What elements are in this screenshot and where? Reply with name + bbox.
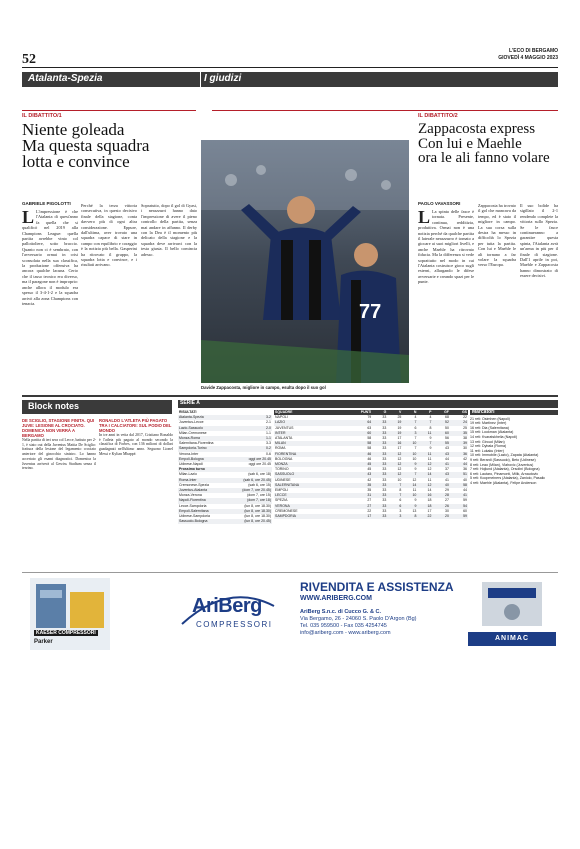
standings-cell: VERONA (274, 504, 340, 509)
result-cell: Lazio-Sassuolo (178, 426, 229, 431)
standings-cell: 6 (414, 425, 417, 430)
drop-cap: L (22, 209, 35, 227)
standings-cell: 14 (417, 472, 432, 477)
standings-cell: 33 (372, 431, 387, 436)
machine-icon (468, 578, 556, 630)
standings-cell: 20 (432, 514, 450, 519)
standings-cell: 22 (367, 508, 372, 513)
standings-cell: 60 (340, 431, 372, 436)
result-cell: 0-2 (229, 446, 272, 451)
standings-cell: 10 (412, 456, 417, 461)
photo-caption: Davide Zappacosta, migliore in campo, esulta dopo il suo gol (201, 385, 326, 390)
scorer-line: 9 reti: Berardi (Sassuolo), Beto (Udinese) (470, 457, 536, 462)
fixture-cell: Milan-Lazio (179, 472, 197, 477)
scorer-line: 7 reti: Hojlund (Atalanta), Orsolini (Bologna) (470, 467, 540, 472)
standings-cell: TORINO (275, 467, 289, 472)
standings-row (274, 514, 468, 519)
standings-cell: 44 (445, 456, 449, 461)
standings-cell: 27 (445, 498, 449, 503)
standings-cell: MILAN (274, 441, 340, 446)
standings-cell: 7 (414, 436, 417, 441)
results-table (178, 410, 272, 524)
article-right-col1-text: La spinta delle fasce è tornata. Presente, continua, redditizia, produttiva. Ormai non è una notizia perché da qualche partita il laterale nerazzurro è tornato a giocare ai suoi migliori livelli, e anche Maehle ha ritrovato fiducia. Ma la differenza si vede soprattutto nel modo in cui l'Atalanta costruisce gioco sugli esterni, allargando le difese avversarie e creando spazi per le punte. (418, 209, 474, 285)
standings-cell: 41 (450, 493, 468, 498)
standings-cell: 45 (367, 467, 372, 472)
standings-cell: 54 (450, 504, 468, 509)
fixture-cell: Cremonese-Spezia (179, 482, 209, 487)
standings-cell: 12 (387, 472, 402, 477)
standings-cell: 58 (450, 483, 468, 488)
match-photo (201, 140, 409, 383)
standings-cell: 36 (450, 452, 468, 457)
standings-cell: 30 (463, 446, 467, 451)
standings-cell: 7 (402, 472, 417, 477)
page-number: 52 (22, 52, 36, 67)
standings-cell: 17 (397, 436, 402, 441)
scorer-line: 8 reti: Leao (Milan), Vlahovic (Juventus) (470, 462, 534, 467)
standings-cell: 33 (372, 452, 387, 457)
article-left-col2: Perché la terza vittoria consecutiva, in questo decisivo finale della stagione, conta davvero più di ogni altra considerazione. Eppure, dall'ultima, aver trovato una squadra capace di stare in campo con equilibrio e coraggio è la notizia più bella. Gasperini ha ritrovato il gruppo, la squadra lotta e convince, e i risultati arrivano. (81, 203, 137, 268)
result-cell: 1-1 (265, 430, 271, 435)
scorer-line: 10 reti: Immobile (Lazio), Zapata (Atalanta) (470, 453, 539, 458)
brief-2 (99, 418, 173, 568)
result-cell: 2-1 (265, 420, 271, 425)
standings-cell: 11 (412, 488, 417, 493)
result-cell: oggi ore 20.45 (229, 457, 272, 462)
standings-cell: 35 (450, 431, 468, 436)
scorer-line: 13 reti: Giroud (Milan) (470, 439, 505, 444)
standings-cell: ROMA (275, 446, 286, 451)
serie-a-title: SERIE A (180, 400, 200, 406)
headline-right-line: Zappacosta express (418, 121, 536, 137)
result-cell: 3-3 (265, 441, 271, 446)
scorer-line: 6 reti: Lautaro, Pinamonti, Milik, Arnautovic (470, 471, 539, 476)
brief-title: RONALDO L'ATLETA PIÙ PAGATO TRA I CALCIATORI: SUL PODIO DEL MONDO (99, 418, 172, 433)
article-left-col1-text: L'impressione è che l'Atalanta di quest'anno fa quella che si qualificò nel 2019 alla Champions League: quella partita avrebbe vinto col pallottoliere, sotto braccio. Quanto non ci è sembrato, con l'avversario ormai in crisi sconsolata nella sua classifica, la produzione offensiva ha ancora qualche lacuna. Certo che il tasso tecnico era diverso, ma il paragone non è improprio: anche allora il modulo era spesso il 3-4-1-2 e la squadra arrivò alla zona Champions con tenacia. (22, 209, 78, 306)
standings-cell: 58 (367, 436, 372, 441)
standings-cell: UDINESE (275, 477, 291, 482)
standings-cell: 4 (429, 415, 432, 420)
fixture-cell: Juventus-Atalanta (178, 488, 229, 493)
fixture-cell: (lun 8, ore 18.30) (229, 509, 272, 514)
standings-cell: 45 (340, 462, 372, 467)
result-cell: Sampdoria-Torino (178, 446, 229, 451)
standings-cell: 14 (402, 483, 417, 488)
ad-url[interactable]: WWW.ARIBERG.COM (300, 595, 372, 602)
standings-cell: 33 (382, 415, 387, 420)
standings-cell: 64 (340, 420, 372, 425)
standings-header-cell: PUNTI (340, 410, 372, 415)
standings-cell: 17 (397, 446, 402, 451)
standings-cell: 58 (340, 441, 372, 446)
standings-cell: 18 (417, 504, 432, 509)
scorer-line: 16 reti: Dia (Salernitana) (470, 425, 509, 430)
serie-a-bar (178, 400, 558, 408)
standings-cell: 10 (402, 452, 417, 457)
result-cell: Milan-Cremonese (179, 430, 207, 435)
next-round-header-cell: Prossimo turno (178, 467, 272, 472)
standings-cell: 9 (429, 446, 432, 451)
bottom-rule (22, 395, 558, 397)
article-left-col3: Sopratutto, dopo il gol di Gyasi, i nerazzurri hanno dato l'impressione di avere il pieno controllo della partita, senza mai andare in affanno. Il derby con la Dea è il momento più delicato della stagione e la squadra deve arrivarci con la testa giusta. Il bello comincia adesso. (141, 203, 197, 257)
fixture-cell: Roma-Inter (178, 478, 229, 483)
standings-cell: 10 (402, 441, 417, 446)
scorers-list (470, 417, 558, 486)
standings-cell: 33 (372, 504, 387, 509)
standings-cell: 33 (382, 488, 387, 493)
standings-cell: 33 (382, 477, 387, 482)
standings-cell: 7 (417, 420, 432, 425)
masthead-title: L'ECO DI BERGAMO (509, 48, 558, 54)
fixture-cell: (lun 8, ore 18.30) (244, 514, 271, 519)
standings-cell: 33 (372, 420, 387, 425)
standings-cell: 31 (340, 493, 372, 498)
scorer-line: 15 reti: Lookman (Atalanta) (470, 430, 514, 435)
scorer-line: 21 reti: Osimhen (Napoli) (470, 416, 510, 421)
result-cell: Monza-Roma (178, 436, 229, 441)
standings-cell: 18 (427, 498, 432, 503)
scorer-line: 5 reti: Koopmeiners (Atalanta), Zaniolo, Pasalic (470, 476, 546, 481)
standings-cell: 33 (382, 425, 387, 430)
ad-logo-sub: COMPRESSORI (196, 620, 273, 629)
standings-cell: 44 (450, 462, 468, 467)
headline-right-line: Con lui e Maehle (418, 135, 522, 152)
standings-cell: 7 (387, 483, 402, 488)
headline-left-line: lotta e convince (22, 152, 130, 171)
kicker-rule-left (22, 110, 196, 111)
ad-logo: AriBerg (192, 595, 262, 617)
results-subheader-cell: RISULTATI (179, 410, 197, 414)
standings-cell: 19 (397, 425, 402, 430)
standings-cell: 19 (387, 431, 402, 436)
ad-left-brand: KAESER COMPRESSORI (36, 630, 96, 636)
scorers-title: Marcatori (470, 410, 558, 415)
standings-cell: FIORENTINA (274, 452, 340, 457)
standings-cell: 35 (340, 483, 372, 488)
ad-company: AriBerg S.n.c. di Cucco G. & C. (300, 609, 381, 615)
result-cell: Udinese-Napoli (179, 462, 203, 467)
standings-cell: 46 (340, 452, 372, 457)
ad-address: Via Bergamo, 26 - 24060 S. Paolo D'Argon (Bg) (300, 616, 417, 622)
drop-cap: L (418, 209, 431, 227)
standings-cell: 40 (432, 483, 450, 488)
fixture-cell: (dom 7, ore 18) (229, 498, 272, 503)
ad-contact (300, 609, 417, 637)
brief-text: In tre anni in vetta dal 2017, Cristiano Ronaldo è l'atleta più pagato al mondo secondo la classifica di Forbes, con 136 milioni di dollari guadagnati nell'ultimo anno. Seguono Lionel Messi e Kylian Mbappé. (99, 433, 173, 456)
standings-header-cell: P (417, 410, 432, 415)
section-divider (200, 72, 201, 87)
masthead-date: GIOVEDÌ 4 MAGGIO 2023 (498, 55, 558, 61)
standings-cell: 43 (340, 472, 372, 477)
header-rule (22, 67, 558, 68)
standings-cell: LAZIO (274, 420, 340, 425)
standings-cell: 36 (463, 467, 467, 472)
standings-table (274, 410, 468, 519)
kicker-right: IL DIBATTITO/2 (418, 113, 458, 119)
standings-cell: BOLOGNA (275, 456, 293, 461)
standings-header-cell: V (387, 410, 402, 415)
fixture-cell: (lun 8, ore 18.30) (244, 503, 271, 508)
ad-email[interactable]: info@ariberg.com - www.ariberg.com (300, 630, 391, 636)
standings-cell: 68 (445, 415, 449, 420)
ad-left-brand2: Parker (34, 639, 53, 645)
standings-cell: 42 (367, 477, 372, 482)
standings-cell: 13 (412, 508, 417, 513)
standings-cell: 3 (399, 508, 402, 513)
standings-cell: 28 (432, 493, 450, 498)
fixture-cell: Sassuolo-Bologna (178, 519, 229, 524)
standings-cell: 25 (397, 415, 402, 420)
fixture-cell: Udinese-Sampdoria (179, 514, 210, 519)
scorer-line: 14 reti: Kvaratskhelia (Napoli) (470, 434, 518, 439)
byline-left: GABRIELE PIGOLOTTI (22, 201, 71, 206)
standings-header-cell: GF (432, 410, 450, 415)
section-title-left: Atalanta-Spezia (28, 73, 103, 84)
standings-cell: 38 (463, 436, 467, 441)
standings-cell: NAPOLI (275, 415, 288, 420)
standings-cell: 9 (402, 504, 417, 509)
standings-cell: SPEZIA (275, 498, 288, 503)
article-right-col3: Il suo bolide ha sigillato il 2-1 rendendo complete la vittoria sullo Spezia. Se le fasce continueranno a garantire questa spinta, l'Atalanta avrà un'arma in più per il finale di stagione. Dall'1 aprile in poi, Maehle e Zappacosta hanno dimostrato di essere decisivi. (520, 203, 558, 279)
standings-cell: 79 (367, 415, 372, 420)
standings-cell: 17 (340, 514, 372, 519)
section-title-right: I giudizi (204, 73, 242, 84)
standings-cell: 25 (463, 425, 467, 430)
standings-cell: 46 (367, 456, 372, 461)
standings-cell: 33 (382, 467, 387, 472)
ad-left-panel (30, 578, 110, 650)
standings-cell: CREMONESE (275, 508, 298, 513)
byline-right: PAOLO VAVASSORI (418, 201, 461, 206)
standings-cell: 63 (367, 425, 372, 430)
fixture-cell: (lun 8, ore 20.45) (229, 519, 272, 524)
standings-cell: 12 (397, 456, 402, 461)
article-left-col1 (22, 209, 78, 389)
results-body (178, 410, 272, 524)
standings-cell: 42 (463, 456, 467, 461)
standings-cell: 56 (445, 436, 449, 441)
standings-cell: 7 (417, 441, 432, 446)
standings-cell: 35 (367, 488, 372, 493)
article-right-col1 (418, 209, 474, 385)
standings-cell: 43 (445, 446, 449, 451)
fixture-cell: Monza-Verona (179, 493, 202, 498)
standings-cell: 12 (427, 467, 432, 472)
standings-cell: 11 (427, 456, 432, 461)
standings-cell: 11 (417, 452, 432, 457)
headline-left-line: Ma questa squadra (22, 136, 150, 155)
standings-cell: 11 (427, 477, 432, 482)
standings-cell: 22 (463, 415, 467, 420)
standings-cell: 39 (450, 441, 468, 446)
standings-cell: ATALANTA (275, 436, 293, 441)
standings-cell: 7 (402, 420, 417, 425)
standings-cell: 16 (417, 493, 432, 498)
standings-cell: LECCE (274, 493, 340, 498)
scorer-line: 19 reti: Martinez (Inter) (470, 421, 507, 426)
result-cell: 0-6 (265, 451, 271, 456)
headline-right (418, 122, 558, 166)
standings-cell: 9 (429, 436, 432, 441)
standings-cell: 52 (432, 420, 450, 425)
result-cell: Empoli-Bologna (178, 457, 229, 462)
standings-cell: 9 (402, 462, 417, 467)
jersey-number: 77 (359, 301, 382, 323)
standings-cell: SALERNITANA (274, 483, 340, 488)
standings-cell: 10 (397, 477, 402, 482)
ad-headline: RIVENDITA E ASSISTENZA (300, 580, 454, 594)
standings-cell: 12 (417, 462, 432, 467)
standings-cell: 58 (367, 446, 372, 451)
standings-cell: 3 (387, 514, 402, 519)
standings-cell: 33 (372, 514, 387, 519)
headline-right-line: ora le ali fanno volare (418, 150, 550, 166)
standings-cell: 11 (417, 431, 432, 436)
standings-cell: JUVENTUS (275, 425, 294, 430)
standings-cell: 12 (387, 452, 402, 457)
result-cell: 1-1 (229, 436, 272, 441)
standings-cell: 33 (372, 493, 387, 498)
standings-cell: 7 (414, 446, 417, 451)
standings-cell: SASSUOLO (274, 472, 340, 477)
standings-cell: 17 (427, 508, 432, 513)
standings-cell: 12 (387, 462, 402, 467)
fixture-cell: (sab 6, ore 20.45) (229, 478, 272, 483)
standings-cell: 60 (463, 508, 467, 513)
standings-cell: 24 (450, 420, 468, 425)
fixture-cell: Lecce-Sampdoria (179, 503, 207, 508)
standings-cell: 37 (445, 467, 449, 472)
block-notes-title: Block notes (28, 401, 80, 411)
standings-cell: 16 (387, 441, 402, 446)
standings-cell: 7 (387, 493, 402, 498)
standings-cell: 12 (412, 477, 417, 482)
standings-cell: 27 (367, 498, 372, 503)
brief-1 (22, 418, 96, 568)
result-cell: oggi ore 20.45 (248, 462, 271, 467)
standings-cell: 44 (463, 488, 467, 493)
kicker-rule-right (212, 110, 558, 111)
standings-cell: 12 (417, 483, 432, 488)
standings-cell: SAMPDORIA (274, 514, 340, 519)
photo-illustration (201, 140, 409, 383)
result-cell: Salernitana-Fiorentina (179, 441, 214, 446)
standings-cell: 19 (387, 420, 402, 425)
kicker-left: IL DIBATTITO/1 (22, 113, 62, 119)
fixture-cell: (dom 7, ore 20.45) (229, 488, 272, 493)
standings-cell: 40 (463, 477, 467, 482)
headline-left (22, 122, 198, 170)
standings-cell: 12 (397, 467, 402, 472)
standings-body (274, 415, 468, 519)
standings-cell: 60 (432, 431, 450, 436)
standings-cell: 14 (427, 488, 432, 493)
standings-cell: 33 (382, 436, 387, 441)
standings-cell: 26 (432, 504, 450, 509)
standings-header-cell: GS (450, 410, 468, 415)
fixture-cell: Napoli-Fiorentina (178, 498, 229, 503)
standings-header-cell: SQUADRE (274, 410, 340, 415)
standings-cell: 22 (417, 514, 432, 519)
standings-cell: 29 (445, 488, 449, 493)
standings-cell: 6 (399, 498, 402, 503)
standings-cell: 59 (463, 498, 467, 503)
scorer-line: 12 reti: Dybala (Roma) (470, 444, 507, 449)
standings-cell: 30 (445, 508, 449, 513)
scorer-line: 11 reti: Lukaku (Inter) (470, 448, 504, 453)
scorers-box (470, 410, 558, 565)
fixture-cell: (dom 7, ore 15) (247, 493, 271, 498)
standings-cell: 41 (445, 477, 449, 482)
brief-text: Nella partita di ieri sera col Lecce, battuto per 2-1, è stato out della Juventus Mattia De Sciglio: frattura della lesione del legamento crociato anteriore del ginocchio sinistro. Lo hanno accertato gli esami diagnostici. Domenica la Juventus arriverà al Gewiss Stadium senza il terzino. (22, 438, 96, 471)
ad-right-panel (468, 578, 556, 650)
standings-cell: 33 (372, 472, 387, 477)
standings-cell: 33 (372, 462, 387, 467)
standings-box (274, 410, 468, 568)
standings-cell: 51 (450, 472, 468, 477)
standings-cell: 4 (414, 415, 417, 420)
standings-cell: 33 (382, 446, 387, 451)
standings-cell: 9 (414, 498, 417, 503)
results-box (178, 410, 272, 568)
brief-title: DE SCIGLIO, STAGIONE FINITA. QUI JUVE: LESIONE AL CROCIATO. DOMENICA NON VERRÀ A BERGAMO (22, 418, 95, 438)
article-right-col2: Zappacosta ha trovato il gol che mancava da tempo, ed è stato il migliore in campo. La sua corsa sulla destra ha messo in difficoltà lo Spezia per tutta la partita. Con lui e Maehle le ali tornano a far volare la squadra verso l'Europa. (478, 203, 516, 268)
fixture-cell: (sab 6, ore 18) (248, 472, 271, 477)
result-cell: Verona-Inter (179, 451, 199, 456)
standings-cell: EMPOLI (275, 488, 289, 493)
standings-cell: 33 (382, 456, 387, 461)
standings-cell: 27 (340, 504, 372, 509)
standings-cell: MONZA (274, 462, 340, 467)
standings-cell: 50 (445, 425, 449, 430)
ad-right-brand: ANIMAC (468, 632, 556, 646)
standings-cell: 33 (382, 498, 387, 503)
standings-cell: 3 (402, 431, 417, 436)
masthead (498, 48, 558, 62)
result-cell: Juventus-Lecce (179, 420, 204, 425)
standings-header-cell: N (402, 410, 417, 415)
scorer-line: 4 reti: Maehle (Atalanta), Felipe Anderson (470, 480, 537, 485)
result-cell: 2-0 (229, 426, 272, 431)
standings-cell: 43 (432, 472, 450, 477)
standings-cell: 59 (450, 514, 468, 519)
standings-cell: 8 (399, 488, 402, 493)
standings-cell: 33 (382, 508, 387, 513)
ad-phone: Tel. 035 959500 - Fax 035 4254745 (300, 623, 387, 629)
fixture-row (178, 519, 272, 524)
standings-cell: 33 (372, 483, 387, 488)
standings-cell: 9 (414, 467, 417, 472)
standings-cell: INTER (274, 431, 340, 436)
standings-cell: 10 (402, 493, 417, 498)
fixture-cell: Empoli-Salernitana (178, 509, 229, 514)
result-cell: 3-2 (229, 415, 272, 420)
fixture-cell: (sab 6, ore 15) (248, 482, 271, 487)
standings-cell: 6 (387, 504, 402, 509)
result-cell: Atalanta-Spezia (178, 415, 229, 420)
standings-cell: 55 (432, 441, 450, 446)
standings-cell: 41 (432, 462, 450, 467)
standings-cell: 43 (432, 452, 450, 457)
headline-left-line: Niente goleada (22, 120, 125, 139)
standings-cell: 33 (372, 441, 387, 446)
standings-cell: 8 (429, 425, 432, 430)
standings-header-cell: G (372, 410, 387, 415)
standings-cell: 8 (402, 514, 417, 519)
